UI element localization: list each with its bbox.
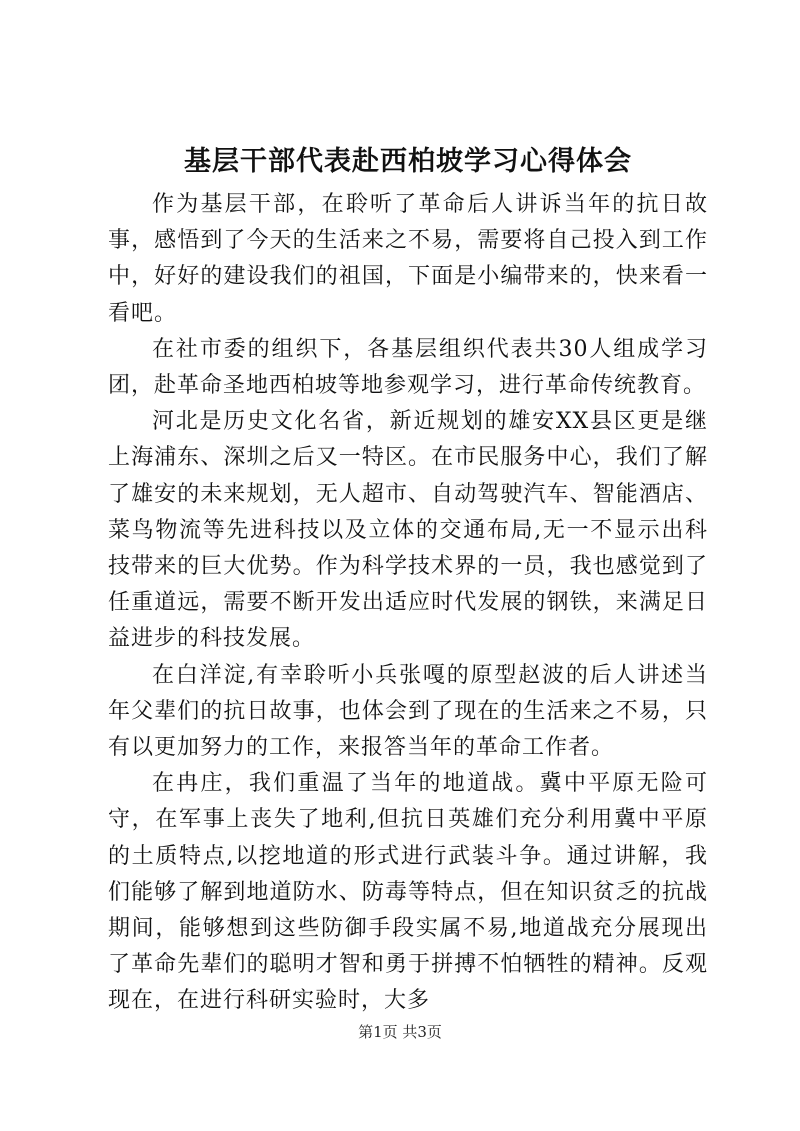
paragraph-baiyangdian: 在白洋淀,有幸聆听小兵张嘎的原型赵波的后人讲述当年父辈们的抗日故事，也体会到了现在的生活来之不易，只有以更加努力的工作，来报答当年的革命工作者。 — [108, 662, 708, 761]
page-number-footer: 第1页 共3页 — [358, 1023, 442, 1041]
document-title: 基层干部代表赴西柏坡学习心得体会 — [184, 146, 632, 177]
document-body — [108, 187, 708, 1020]
paragraph-xiongan: 河北是历史文化名省，新近规划的雄安XX县区更是继上海浦东、深圳之后又一特区。在市民服务中心，我们了解了雄安的未来规划，无人超市、自动驾驶汽车、智能酒店、菜鸟物流等先进科技以及立体的交通布局,无一不显示出科技带来的巨大优势。作为科学技术界的一员，我也感觉到了任重道远，需要不断开发出适应时代发展的钢铁，来满足日益进步的科技发展。 — [108, 409, 708, 652]
paragraph-intro: 作为基层干部，在聆听了革命后人讲诉当年的抗日故事，感悟到了今天的生活来之不易，需要将自己投入到工作中，好好的建设我们的祖国，下面是小编带来的，快来看一看吧。 — [108, 192, 708, 326]
paragraph-ranzhuang: 在冉庄，我们重温了当年的地道战。冀中平原无险可守，在军事上丧失了地利,但抗日英雄们充分利用冀中平原的土质特点,以挖地道的形式进行武装斗争。通过讲解，我们能够了解到地道防水、防毒等特点，但在知识贫乏的抗战期间，能够想到这些防御手段实属不易,地道战充分展现出了革命先辈们的聪明才智和勇于拼搏不怕牺牲的精神。反观现在，在进行科研实验时，大多 — [108, 771, 708, 1014]
paragraph-study-group: 在社市委的组织下，各基层组织代表共30人组成学习团，赴革命圣地西柏坡等地参观学习，进行革命传统教育。 — [108, 336, 708, 399]
